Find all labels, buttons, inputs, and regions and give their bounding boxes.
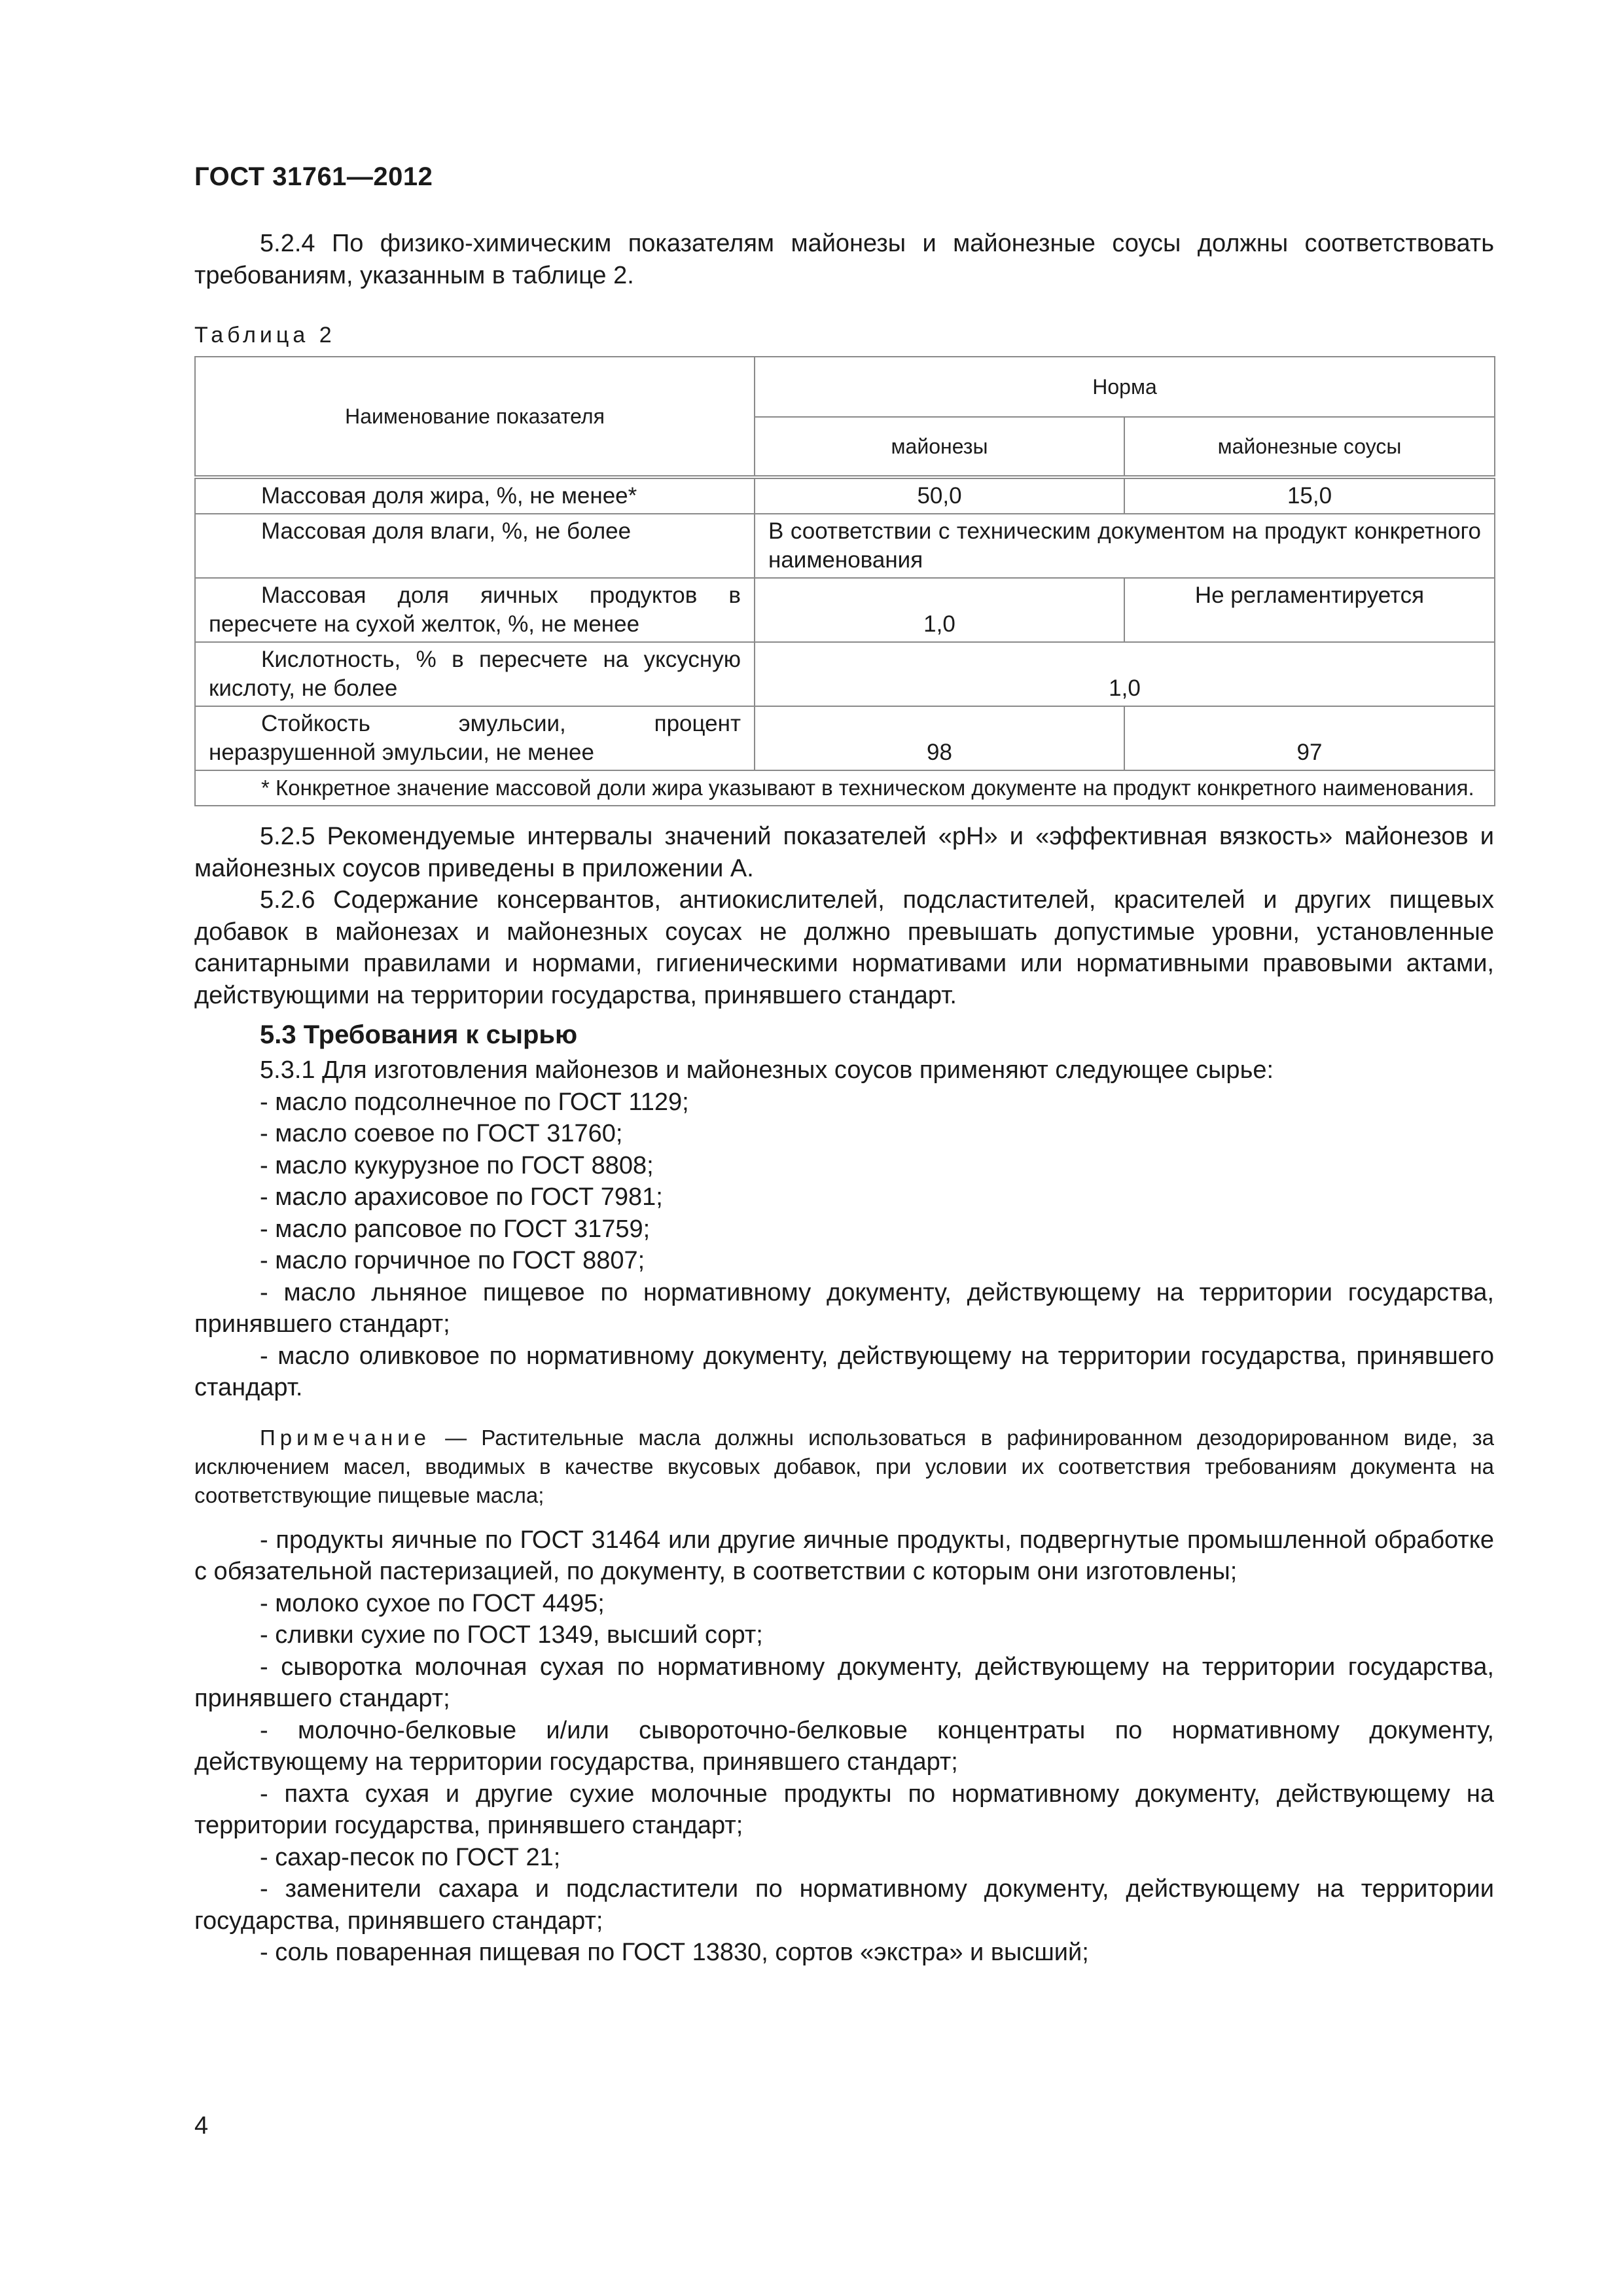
table-header-mayonnaise-sauce: майонезные соусы: [1124, 417, 1495, 477]
table-footnote-row: [195, 770, 1495, 806]
list-item: - масло горчичное по ГОСТ 8807;: [260, 1247, 645, 1274]
note-label: Примечание: [260, 1425, 431, 1450]
paragraph-5-2-4: 5.2.4 По физико-химическим показателям майонезы и майонезные соусы должны соответствовать требованиям, указанным в таблице 2.: [194, 230, 1494, 289]
list-item: - сыворотка молочная сухая по нормативному документу, действующему на территории государства, принявшего стандарт;: [194, 1653, 1494, 1712]
list-item: - молоко сухое по ГОСТ 4495;: [260, 1589, 605, 1617]
table-2: [194, 356, 1495, 806]
table-header-norm: Норма: [755, 357, 1495, 417]
table-cell-mayo: 1,0: [755, 578, 1124, 642]
table-cell-name: Массовая доля влаги, %, не более: [195, 514, 755, 578]
table-caption: Таблица 2: [194, 323, 336, 348]
list-item: - молочно-белковые и/или сывороточно-белковые концентраты по нормативному документу, действующему на территории государства, принявшего стандарт;: [194, 1716, 1494, 1776]
note: [194, 1424, 1494, 1510]
table-cell-sauce: 15,0: [1124, 477, 1495, 514]
list-item: - пахта сухая и другие сухие молочные продукты по нормативному документу, действующему на территории государства, принявшего стандарт;: [194, 1780, 1494, 1839]
paragraph-5-3-1: 5.3.1 Для изготовления майонезов и майонезных соусов применяют следующее сырье:: [260, 1056, 1274, 1084]
raw-materials-list-2: [194, 1524, 1494, 1969]
table-header-mayonnaise: майонезы: [755, 417, 1124, 477]
table-cell-name: Стойкость эмульсии, процент неразрушенной эмульсии, не менее: [195, 706, 755, 770]
raw-materials-list-1: [194, 1086, 1494, 1404]
list-item: - масло оливковое по нормативному документу, действующему на территории государства, принявшего стандарт.: [194, 1342, 1494, 1401]
list-item: - заменители сахара и подсластители по нормативному документу, действующему на территории государства, принявшего стандарт;: [194, 1875, 1494, 1935]
table-row: [195, 477, 1495, 514]
list-item: - масло соевое по ГОСТ 31760;: [260, 1120, 623, 1147]
paragraph-5-2-5: 5.2.5 Рекомендуемые интервалы значений показателей «рН» и «эффективная вязкость» майонезов и майонезных соусов приведены в приложении А.: [194, 823, 1494, 882]
table-cell-merged: В соответствии с техническим документом на продукт конкретного наименования: [755, 514, 1495, 578]
table-cell-name: Кислотность, % в пересчете на уксусную кислоту, не более: [195, 642, 755, 706]
table-row: [195, 706, 1495, 770]
paragraph-5-2-6: 5.2.6 Содержание консервантов, антиокислителей, подсластителей, красителей и других пищевых добавок в майонезах и майонезных соусах не должно превышать допустимые уровни, установленные санитарными правилами и нормами, гигиеническими нормативами или нормативными правовыми актами, действующими на территории государства, принявшего стандарт.: [194, 886, 1494, 1009]
list-item: - масло подсолнечное по ГОСТ 1129;: [260, 1088, 689, 1116]
section-title-5-3: 5.3 Требования к сырью: [260, 1020, 578, 1049]
table-header-indicator-name: Наименование показателя: [195, 357, 755, 477]
table-cell-mayo: 50,0: [755, 477, 1124, 514]
table-footnote: * Конкретное значение массовой доли жира указывают в техническом документе на продукт конкретного наименования.: [195, 770, 1495, 806]
page-number: 4: [194, 2112, 209, 2140]
list-item: - продукты яичные по ГОСТ 31464 или другие яичные продукты, подвергнутые промышленной обработке с обязательной пастеризацией, по документу, в соответствии с которым они изготовлены;: [194, 1526, 1494, 1585]
table-cell-name: Массовая доля яичных продуктов в пересчете на сухой желток, %, не менее: [195, 578, 755, 642]
note-text: — Растительные масла должны использоваться в рафинированном дезодорированном виде, за исключением масел, вводимых в качестве вкусовых добавок, при условии их соответствия требованиям документа на соответствующие пищевые масла;: [194, 1425, 1494, 1507]
document-header-code: ГОСТ 31761—2012: [194, 162, 433, 191]
table-cell-mayo: 98: [755, 706, 1124, 770]
table-cell-name: Массовая доля жира, %, не менее*: [195, 477, 755, 514]
table-cell-sauce: 97: [1124, 706, 1495, 770]
table-row: [195, 514, 1495, 578]
table-cell-sauce: Не регламентируется: [1124, 578, 1495, 642]
table-row: [195, 642, 1495, 706]
list-item: - масло арахисовое по ГОСТ 7981;: [260, 1183, 663, 1211]
list-item: - сахар-песок по ГОСТ 21;: [260, 1843, 561, 1871]
list-item: - масло льняное пищевое по нормативному документу, действующему на территории государства, принявшего стандарт;: [194, 1278, 1494, 1338]
page-content: [194, 228, 1494, 1969]
list-item: - масло рапсовое по ГОСТ 31759;: [260, 1215, 651, 1243]
table-cell-merged: 1,0: [755, 642, 1495, 706]
list-item: - масло кукурузное по ГОСТ 8808;: [260, 1151, 654, 1179]
list-item: - соль поваренная пищевая по ГОСТ 13830, сортов «экстра» и высший;: [260, 1939, 1089, 1966]
table-row: [195, 578, 1495, 642]
list-item: - сливки сухие по ГОСТ 1349, высший сорт;: [260, 1621, 763, 1649]
